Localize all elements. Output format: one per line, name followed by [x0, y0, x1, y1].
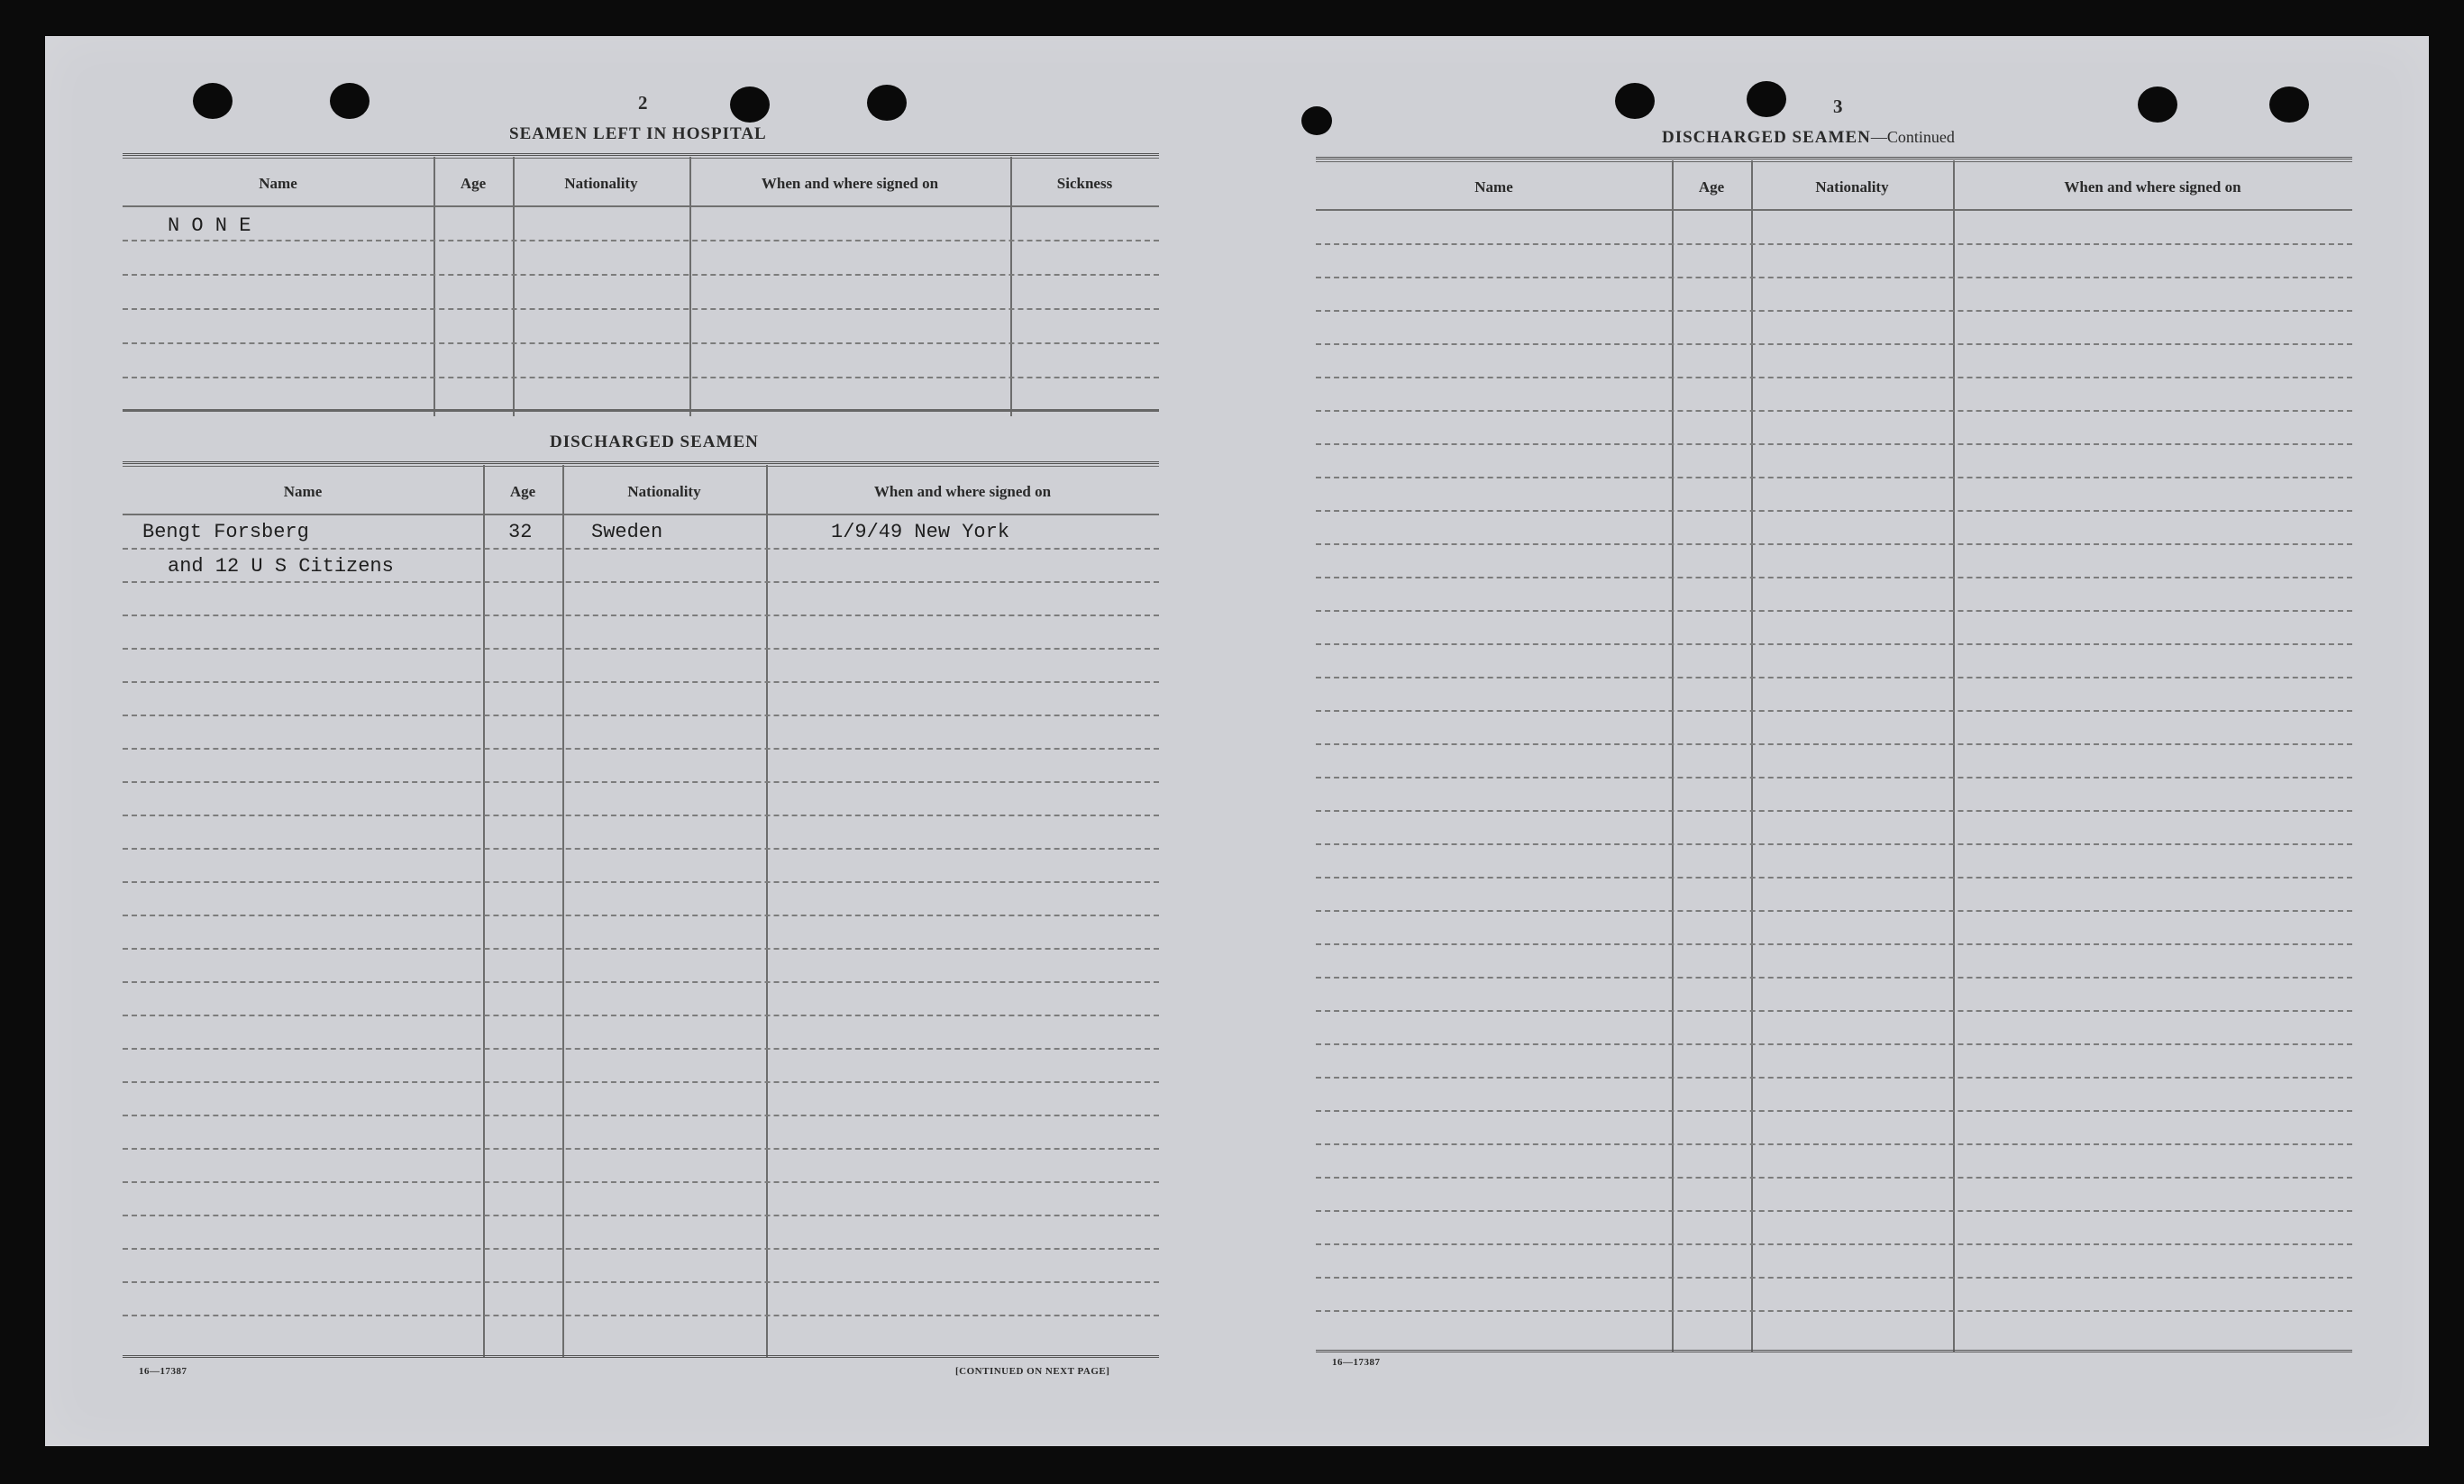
punch-hole	[193, 83, 233, 119]
column-header-age: Age	[509, 483, 536, 500]
table-row-signed-on: 1/9/49 New York	[831, 521, 1010, 543]
hospital-entry: N O N E	[168, 214, 251, 237]
punch-hole	[1615, 83, 1655, 119]
hospital-section-title: SEAMEN LEFT IN HOSPITAL	[509, 124, 767, 143]
continued-note: [CONTINUED ON NEXT PAGE]	[955, 1366, 1110, 1377]
column-header-name: Name	[259, 175, 297, 192]
record-sheet	[45, 36, 2429, 1446]
discharged-section-title: DISCHARGED SEAMEN	[550, 432, 759, 451]
form-number: 16—17387	[1332, 1357, 1381, 1368]
column-header-signed-on: When and where signed on	[873, 483, 1052, 500]
punch-hole	[2138, 86, 2177, 123]
punch-hole	[1301, 106, 1332, 135]
title-text: DISCHARGED SEAMEN	[1662, 128, 1871, 147]
page-number: 2	[638, 92, 648, 114]
table-row-name: Bengt Forsberg	[142, 521, 309, 543]
column-header-name: Name	[283, 483, 323, 500]
table-row-name: and 12 U S Citizens	[168, 555, 394, 578]
punch-hole	[330, 83, 370, 119]
column-header-age: Age	[1698, 178, 1725, 196]
punch-hole	[2269, 86, 2309, 123]
column-header-signed-on: When and where signed on	[761, 175, 939, 192]
column-header-signed-on: When and where signed on	[2064, 178, 2241, 196]
discharged-continued-title	[1662, 128, 1955, 148]
column-header-nationality: Nationality	[1815, 178, 1889, 196]
punch-hole	[867, 85, 907, 121]
punch-hole	[730, 86, 770, 123]
hospital-table	[123, 153, 1159, 416]
column-header-name: Name	[1474, 178, 1513, 196]
title-suffix: —Continued	[1870, 128, 1955, 146]
discharged-continued-table	[1316, 157, 2352, 1355]
punch-hole	[1747, 81, 1786, 117]
form-number: 16—17387	[139, 1366, 187, 1377]
table-row-nationality: Sweden	[591, 521, 663, 543]
column-header-nationality: Nationality	[627, 483, 701, 500]
column-header-sickness: Sickness	[1056, 175, 1113, 192]
discharged-table	[123, 461, 1159, 1361]
column-header-nationality: Nationality	[564, 175, 638, 192]
page-number: 3	[1833, 96, 1843, 117]
table-row-age: 32	[508, 521, 533, 543]
column-header-age: Age	[460, 175, 487, 192]
